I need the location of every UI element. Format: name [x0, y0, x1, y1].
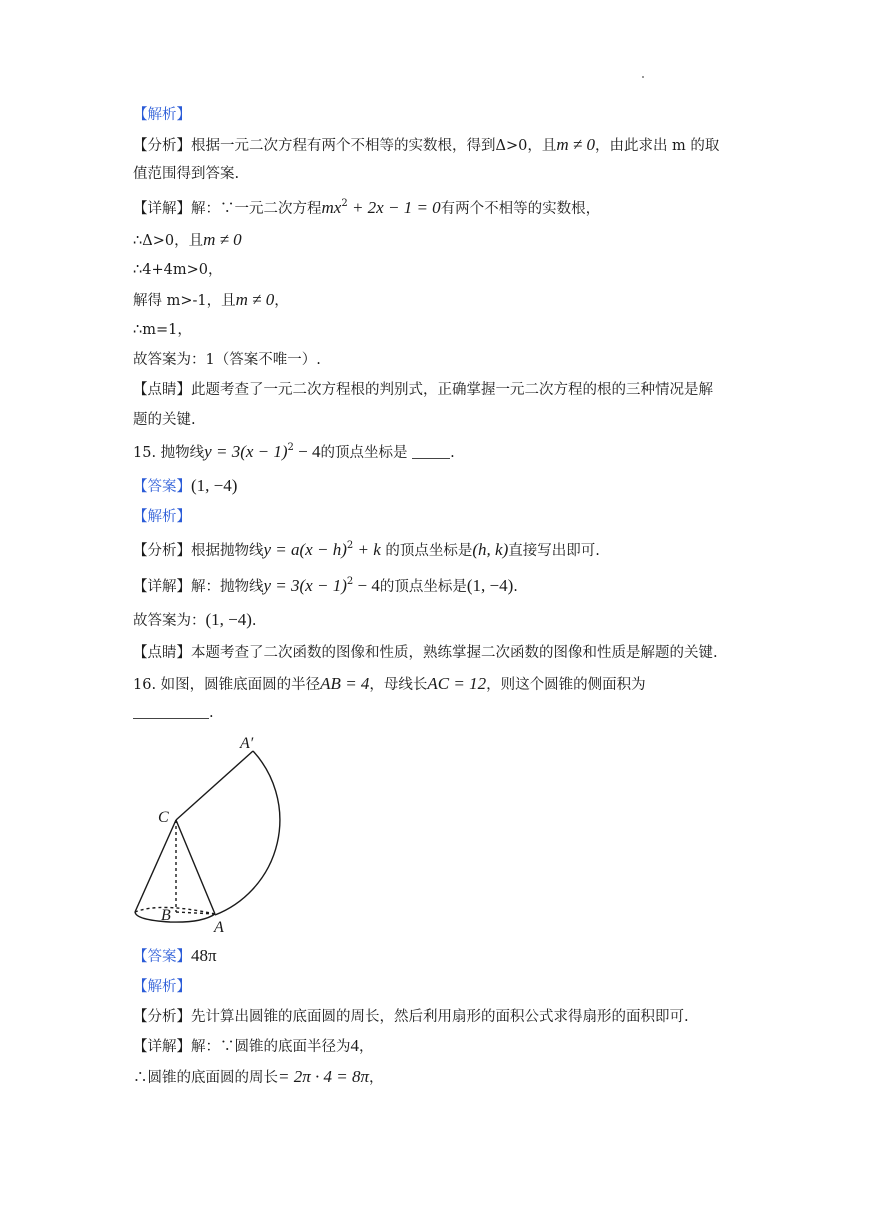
q15-comment: 【点睛】本题考查了二次函数的图像和性质，熟练掌握二次函数的图像和性质是解题的关键.: [133, 645, 718, 661]
base-front-arc: [135, 912, 215, 922]
q16-blank: [133, 704, 209, 719]
q16-step: ∴圆锥的底面圆的周长= 2π · 4 = 8π，: [133, 1067, 384, 1086]
q14-comment-2: 题的关键.: [133, 412, 196, 428]
q14-comment: 【点睛】此题考查了一元二次方程根的判别式，正确掌握一元二次方程的根的三种情况是解: [133, 382, 713, 398]
q14-analysis-line: 【分析】根据一元二次方程有两个不相等的实数根，得到Δ>0，且m ≠ 0，由此求出 m 的取: [133, 135, 720, 154]
q14-step-4: ∴m=1，: [133, 322, 192, 338]
q15-final: 故答案为：(1, −4).: [133, 610, 257, 629]
q15-analysis-heading: 【解析】: [133, 509, 191, 525]
q14-step-3: 解得 m>-1，且m ≠ 0，: [133, 290, 289, 309]
q16-detail: 【详解】解：∵圆锥的底面半径为4，: [133, 1036, 374, 1055]
q14-answer: 故答案为：1（答案不唯一）.: [133, 352, 321, 368]
slant-line-c-a: [176, 820, 215, 914]
base-back-arc: [135, 907, 215, 914]
q16-analysis-heading: 【解析】: [133, 979, 191, 995]
q16-question-blank: .: [133, 703, 214, 723]
q15-detail: 【详解】解：抛物线$y = 3(x - 1)^2 - 4$的顶点坐标是(1, −4).: [133, 576, 518, 595]
q14-analysis-line-2: 值范围得到答案.: [133, 166, 240, 182]
slant-line-c-left: [135, 820, 176, 912]
label-a: A: [214, 919, 224, 936]
q15-blank: [412, 444, 450, 459]
q16-analysis: 【分析】先计算出圆锥的底面圆的周长，然后利用扇形的面积公式求得扇形的面积即可.: [133, 1009, 689, 1025]
q14-step-1: ∴Δ>0，且m ≠ 0: [133, 230, 242, 249]
label-b: B: [161, 907, 171, 924]
label-a-prime: A′: [240, 735, 254, 752]
q16-question: 16. 如图，圆锥底面圆的半径AB = 4，母线长AC = 12，则这个圆锥的侧面积为: [133, 674, 646, 693]
slant-line-c-aprime: [176, 751, 253, 820]
q14-step-2: ∴4+4m>0，: [133, 262, 223, 278]
analysis-heading: 【解析】: [133, 107, 191, 123]
label-c: C: [158, 809, 169, 826]
radius-line: [176, 912, 215, 914]
cone-sector-figure: [130, 734, 290, 940]
q15-answer: 【答案】(1, −4): [133, 476, 238, 495]
q14-detail-line: 【详解】解：∵一元二次方程$mx^2 + 2x - 1 = 0$有两个不相等的实数根，: [133, 198, 601, 217]
q15-question: 15. 抛物线$y = 3(x - 1)^2 - 4$的顶点坐标是 .: [133, 442, 455, 461]
q16-answer: 【答案】48π: [133, 946, 217, 965]
header-dot: [642, 76, 644, 78]
q15-analysis: 【分析】根据抛物线$y = a(x - h)^2 + k$ 的顶点坐标是(h, k)直接写出即可.: [133, 540, 600, 559]
